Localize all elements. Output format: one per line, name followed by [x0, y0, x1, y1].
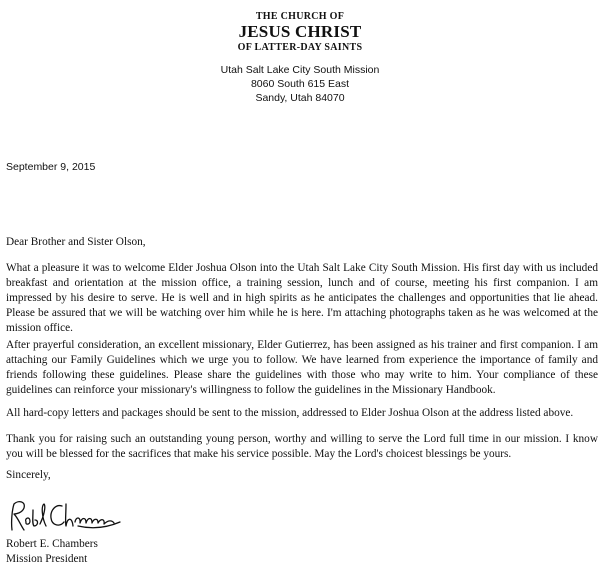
paragraph-1: What a pleasure it was to welcome Elder Joshua Olson into the Utah Salt Lake City South Mission. His first day with us included breakfast and orientation at the mission office, a training session, lunch and of course, meeting his first companion. I am impressed by his desire to serve. He is well and in high spirits as he anticipates the challenges and opportunities that lie ahead. Please be assured that we will be watching over him while he is here. I'm attaching photographs taken as he was welcomed at the mission office. [6, 262, 598, 334]
address-line-2: 8060 South 615 East [250, 78, 350, 90]
signer-name: Robert E. Chambers [6, 538, 98, 550]
address-line-1: Utah Salt Lake City South Mission [220, 64, 380, 76]
address-line-3: Sandy, Utah 84070 [255, 92, 345, 104]
letterhead-line-2: JESUS CHRIST [238, 22, 362, 41]
letterhead-line-1: THE CHURCH OF [255, 11, 345, 22]
mission-address [200, 63, 400, 105]
paragraph-3: All hard-copy letters and packages should be sent to the mission, addressed to Elder Joshua Olson at the address listed above. [6, 407, 574, 419]
salutation: Dear Brother and Sister Olson, [6, 236, 146, 248]
signer-title: Mission President [6, 553, 88, 565]
paragraph-4: Thank you for raising such an outstanding young person, worthy and willing to serve the Lord full time in our mission. I know you will be blessed for the sacrifices that make his service possible. May the Lord's choicest blessings be yours. [6, 433, 598, 460]
paragraph-2: After prayerful consideration, an excellent missionary, Elder Gutierrez, has been assigned as his trainer and first companion. I am attaching our Family Guidelines which we urge you to follow. We have learned from experience the importance of family and friends following these guidelines. Please share the guidelines with those who may write to him. Your compliance of these guidelines can reinforce your missionary's willingness to follow the guidelines in the Missionary Handbook. [6, 339, 598, 396]
closing: Sincerely, [6, 469, 51, 481]
letter-date: September 9, 2015 [6, 161, 96, 173]
letterhead-line-3: OF LATTER-DAY SAINTS [237, 42, 363, 53]
handwritten-signature [6, 496, 126, 536]
